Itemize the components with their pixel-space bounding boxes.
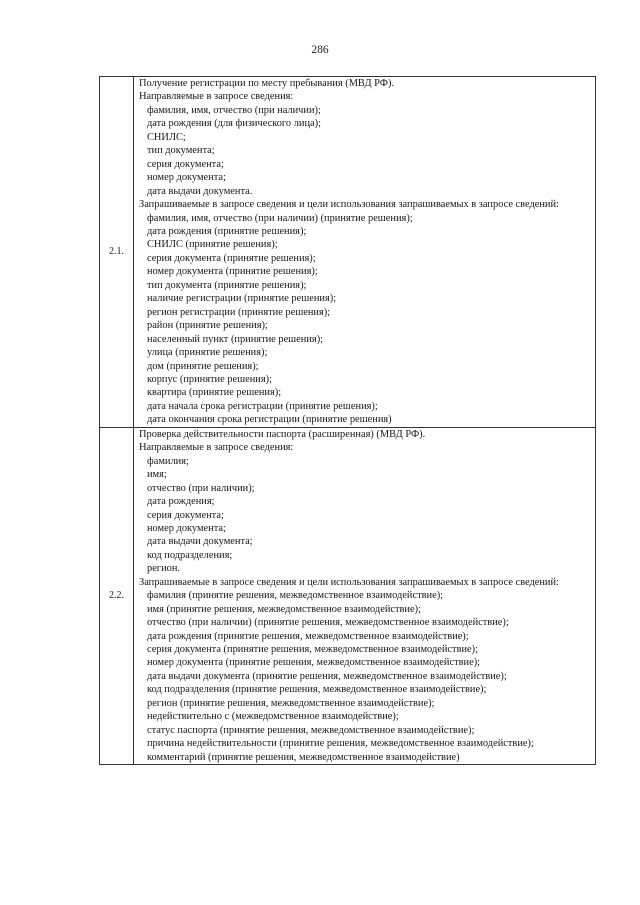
section-heading: Направляемые в запросе сведения: [139, 91, 294, 103]
list-item: улица (принятие решения); [147, 347, 268, 359]
list-item: регион. [147, 563, 180, 575]
list-item: тип документа; [147, 145, 215, 157]
row-number: 2.1. [109, 246, 124, 258]
list-item: корпус (принятие решения); [147, 373, 272, 385]
requirements-table [99, 76, 596, 765]
list-item: дата начала срока регистрации (принятие решения); [147, 400, 378, 412]
list-item: населенный пункт (принятие решения); [147, 333, 324, 345]
section-heading: Запрашиваемые в запросе сведения и цели использования запрашиваемых в запросе сведений: [139, 199, 559, 211]
list-item: код подразделения; [147, 549, 233, 561]
list-item: серия документа; [147, 509, 224, 521]
list-item: код подразделения (принятие решения, межведомственное взаимодействие); [147, 684, 487, 696]
table-row [100, 427, 596, 764]
list-item: номер документа (принятие решения, межведомственное взаимодействие); [147, 657, 481, 669]
row-number-cell [100, 77, 134, 428]
list-item: отчество (при наличии); [147, 482, 255, 494]
list-item: отчество (при наличии) (принятие решения, межведомственное взаимодействие); [147, 617, 509, 629]
list-item: имя (принятие решения, межведомственное взаимодействие); [147, 603, 421, 615]
list-item: дата рождения (принятие решения); [147, 225, 307, 237]
list-item: район (принятие решения); [147, 320, 268, 332]
list-item: дата рождения (для физического лица); [147, 118, 321, 130]
list-item: дата выдачи документа; [147, 536, 253, 548]
page-number: 286 [311, 44, 329, 56]
list-item: фамилия, имя, отчество (при наличии); [147, 104, 321, 116]
table-row [100, 77, 596, 428]
list-item: серия документа (принятие решения); [147, 252, 316, 264]
list-item: тип документа (принятие решения); [147, 279, 307, 291]
list-item: номер документа; [147, 522, 226, 534]
section-heading: Запрашиваемые в запросе сведения и цели использования запрашиваемых в запросе сведений: [139, 576, 559, 588]
table-body [100, 77, 596, 765]
list-item: дата окончания срока регистрации (принятие решения) [147, 414, 392, 426]
list-item: СНИЛС; [147, 131, 186, 143]
list-item: наличие регистрации (принятие решения); [147, 293, 337, 305]
row-number: 2.2. [109, 590, 124, 602]
section-heading: Проверка действительности паспорта (расширенная) (МВД РФ). [139, 428, 426, 440]
list-item: статус паспорта (принятие решения, межведомственное взаимодействие); [147, 724, 475, 736]
list-item: фамилия, имя, отчество (при наличии) (принятие решения); [147, 212, 413, 224]
list-item: серия документа (принятие решения, межведомственное взаимодействие); [147, 644, 478, 656]
list-item: фамилия; [147, 455, 189, 467]
list-item: номер документа; [147, 172, 226, 184]
list-item: дата рождения (принятие решения, межведомственное взаимодействие); [147, 630, 469, 642]
list-item: СНИЛС (принятие решения); [147, 239, 278, 251]
list-item: регион (принятие решения, межведомственное взаимодействие); [147, 697, 435, 709]
list-item: имя; [147, 469, 167, 481]
row-number-cell [100, 427, 134, 764]
section-heading: Направляемые в запросе сведения: [139, 442, 294, 454]
row-content-cell [134, 427, 596, 764]
list-item: комментарий (принятие решения, межведомственное взаимодействие) [147, 751, 460, 763]
list-item: фамилия (принятие решения, межведомственное взаимодействие); [147, 590, 444, 602]
list-item: квартира (принятие решения); [147, 387, 282, 399]
list-item: дата выдачи документа. [147, 185, 253, 197]
list-item: серия документа; [147, 158, 224, 170]
list-item: недействительно с (межведомственное взаимодействие); [147, 711, 399, 723]
list-item: дата выдачи документа (принятие решения, межведомственное взаимодействие); [147, 670, 507, 682]
list-item: регион регистрации (принятие решения); [147, 306, 331, 318]
list-item: номер документа (принятие решения); [147, 266, 318, 278]
list-item: дом (принятие решения); [147, 360, 259, 372]
list-item: причина недействительности (принятие решения, межведомственное взаимодействие); [147, 738, 534, 750]
section-heading: Получение регистрации по месту пребывания (МВД РФ). [139, 78, 395, 89]
list-item: дата рождения; [147, 496, 215, 508]
row-content-cell [134, 77, 596, 428]
